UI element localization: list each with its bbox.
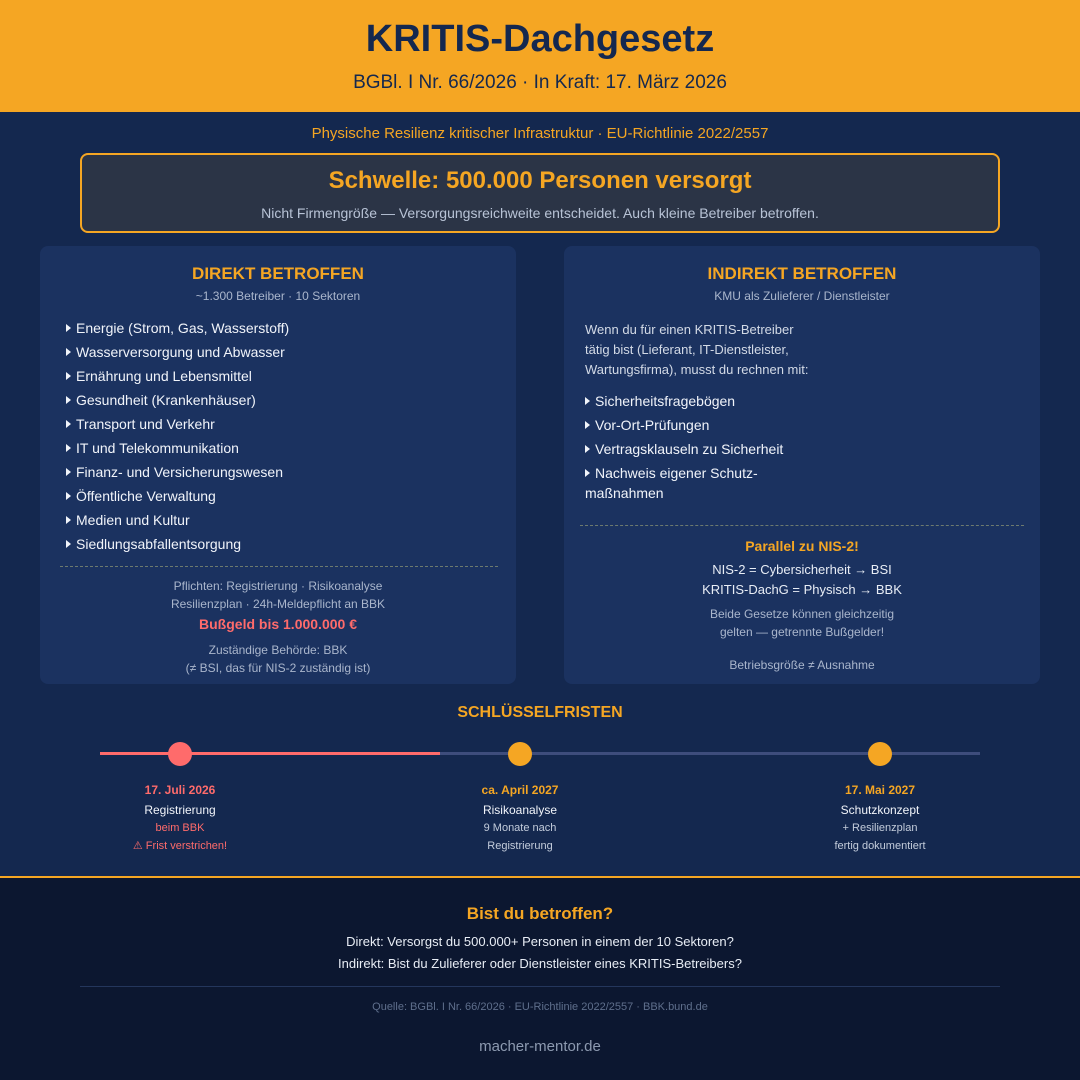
duties-text — [40, 577, 516, 613]
triangle-right-icon — [585, 469, 590, 477]
sector-label: Transport und Verkehr — [76, 416, 215, 432]
footer-line: Indirekt: Bist du Zulieferer oder Dienstleister eines KRITIS-Betreibers? — [338, 956, 742, 971]
triangle-right-icon — [66, 540, 71, 548]
milestone-note: 9 Monate nach — [483, 822, 557, 834]
sector-label: Wasserversorgung und Abwasser — [76, 344, 285, 360]
milestone-title: Registrierung — [144, 803, 216, 817]
source-note: Quelle: BGBl. I Nr. 66/2026 · EU-Richtlinie 2022/2557 · BBK.bund.de — [372, 1001, 708, 1013]
footer-question: Bist du betroffen? — [466, 904, 614, 923]
expectation-list — [585, 391, 785, 507]
sector-label: Siedlungsabfallentsorgung — [76, 536, 242, 552]
triangle-right-icon — [66, 396, 71, 404]
triangle-right-icon — [66, 492, 71, 500]
list-item — [66, 484, 289, 508]
intro-line: Wenn du für einen KRITIS-Betreiber — [585, 322, 794, 337]
milestone-title: Schutzkonzept — [840, 803, 920, 817]
intro-line: Wartungsfirma), musst du rechnen mit: — [585, 362, 809, 377]
authority-text — [40, 641, 516, 677]
milestone-warning: ⚠ Frist verstrichen! — [132, 840, 228, 852]
duties-line: Resilienzplan · 24h-Meldepflicht an BBK — [170, 597, 386, 611]
milestone-dot — [508, 742, 532, 766]
triangle-right-icon — [66, 348, 71, 356]
sector-label: Ernährung und Lebensmittel — [76, 368, 252, 384]
sector-label: Finanz- und Versicherungswesen — [76, 464, 284, 480]
list-item — [66, 508, 289, 532]
list-item — [585, 463, 785, 503]
triangle-right-icon — [585, 397, 590, 405]
list-item — [66, 460, 289, 484]
indirect-title: INDIREKT BETROFFEN — [707, 264, 897, 283]
nis-title: Parallel zu NIS-2! — [745, 538, 859, 554]
footer — [0, 876, 1080, 1080]
milestone-note: fertig dokumentiert — [834, 840, 926, 852]
milestone-registrierung — [80, 783, 280, 855]
list-item — [66, 532, 289, 556]
list-item — [66, 412, 289, 436]
threshold-headline: Schwelle: 500.000 Personen versorgt — [328, 167, 752, 194]
sector-list — [66, 316, 289, 556]
header-banner — [0, 0, 1080, 112]
milestone-title: Risikoanalyse — [482, 803, 558, 817]
list-item — [585, 415, 785, 435]
expectation-label: Sicherheitsfragebögen — [595, 393, 736, 409]
triangle-right-icon — [66, 444, 71, 452]
triangle-right-icon — [66, 420, 71, 428]
milestone-schutzkonzept — [780, 783, 980, 855]
footer-line: Direkt: Versorgst du 500.000+ Personen in einem der 10 Sektoren? — [346, 934, 734, 949]
authority-line: (≠ BSI, das für NIS-2 zuständig ist) — [185, 661, 371, 675]
list-item — [66, 388, 289, 412]
nis-note-line: gelten — getrennte Bußgelder! — [719, 625, 885, 639]
fine-amount: Bußgeld bis 1.000.000 € — [199, 616, 357, 632]
brand-link[interactable]: macher-mentor.de — [479, 1038, 601, 1055]
triangle-right-icon — [66, 468, 71, 476]
duties-line: Pflichten: Registrierung · Risikoanalyse — [173, 579, 383, 593]
list-item — [66, 364, 289, 388]
page-subtitle: BGBl. I Nr. 66/2026 · In Kraft: 17. März 2026 — [353, 72, 727, 93]
triangle-right-icon — [585, 445, 590, 453]
sector-label: Energie (Strom, Gas, Wasserstoff) — [76, 320, 290, 336]
nis-note-line: Beide Gesetze können gleichzeitig — [709, 607, 895, 621]
threshold-note: Nicht Firmengröße — Versorgungsreichweite entscheidet. Auch kleine Betreiber betroffen. — [261, 205, 819, 221]
sector-label: Öffentliche Verwaltung — [76, 488, 216, 504]
list-item — [66, 316, 289, 340]
list-item — [585, 391, 785, 411]
sector-label: Gesundheit (Krankenhäuser) — [76, 392, 256, 408]
milestone-date: 17. Juli 2026 — [144, 783, 216, 797]
milestone-risikoanalyse — [420, 783, 620, 855]
direct-subtitle: ~1.300 Betreiber · 10 Sektoren — [195, 289, 361, 303]
triangle-right-icon — [66, 516, 71, 524]
list-item — [66, 340, 289, 364]
intro-line: tätig bist (Lieferant, IT-Dienstleister, — [585, 342, 789, 357]
triangle-right-icon — [585, 421, 590, 429]
direct-title: DIREKT BETROFFEN — [192, 264, 364, 283]
threshold-box — [80, 153, 1000, 233]
expectation-label: Nachweis eigener Schutz-maßnahmen — [585, 465, 758, 501]
direct-affected-card — [40, 246, 516, 684]
divider — [80, 986, 1000, 987]
list-item — [66, 436, 289, 460]
timeline-progress — [100, 752, 440, 755]
authority-line: Zuständige Behörde: BBK — [208, 643, 348, 657]
deadlines-title: SCHLÜSSELFRISTEN — [457, 704, 623, 721]
list-item — [585, 439, 785, 459]
page-title: KRITIS-Dachgesetz — [365, 18, 715, 60]
milestone-date: 17. Mai 2027 — [844, 783, 916, 797]
nis-line: KRITIS-DachG = Physisch → BBK — [702, 582, 902, 597]
divider — [580, 525, 1024, 526]
size-note: Betriebsgröße ≠ Ausnahme — [729, 658, 875, 672]
milestone-note: Registrierung — [487, 840, 553, 852]
tagline: Physische Resilienz kritischer Infrastruktur · EU-Richtlinie 2022/2557 — [311, 125, 769, 142]
milestone-date: ca. April 2027 — [481, 783, 559, 797]
divider — [60, 566, 498, 567]
expectation-label: Vertragsklauseln zu Sicherheit — [595, 441, 784, 457]
milestone-note: beim BBK — [155, 822, 205, 834]
nis-line: NIS-2 = Cybersicherheit → BSI — [712, 562, 892, 577]
milestone-dot — [868, 742, 892, 766]
indirect-subtitle: KMU als Zulieferer / Dienstleister — [714, 289, 890, 303]
sector-label: Medien und Kultur — [76, 512, 190, 528]
indirect-affected-card — [564, 246, 1040, 684]
triangle-right-icon — [66, 372, 71, 380]
sector-label: IT und Telekommunikation — [76, 440, 239, 456]
milestone-dot — [168, 742, 192, 766]
expectation-label: Vor-Ort-Prüfungen — [595, 417, 710, 433]
triangle-right-icon — [66, 324, 71, 332]
nis-note — [564, 605, 1040, 641]
milestone-note: + Resilienzplan — [842, 822, 918, 834]
indirect-intro — [585, 320, 825, 380]
